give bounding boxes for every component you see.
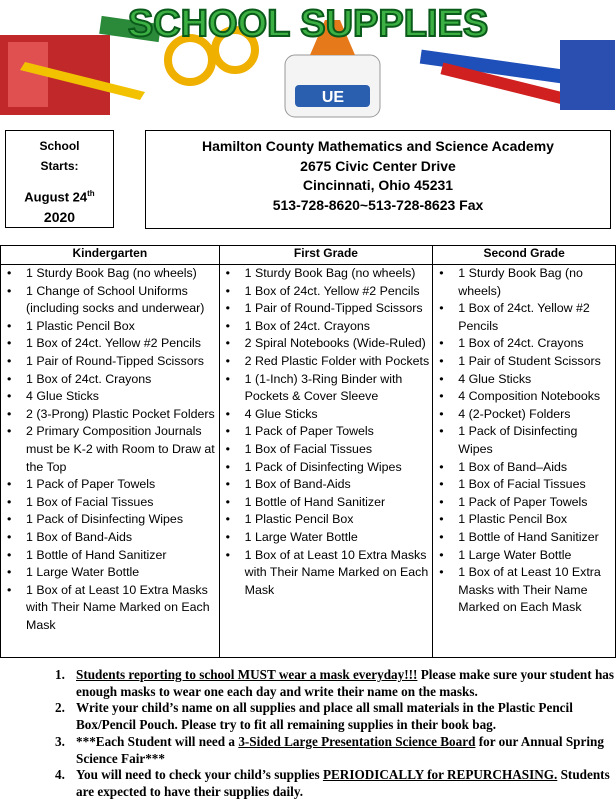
school-start-box	[5, 130, 114, 228]
supply-item: • 1 Box of at Least 10 Extra Masks with Their Name Marked on Each Mask	[226, 547, 430, 600]
supply-item: • 1 Pack of Disinfecting Wipes	[226, 459, 430, 477]
supply-item: • 1 Bottle of Hand Sanitizer	[7, 547, 216, 565]
grade-supply-list	[433, 265, 616, 658]
supply-item: • 1 Plastic Pencil Box	[439, 511, 612, 529]
supply-item: • 2 Red Plastic Folder with Pockets	[226, 353, 430, 371]
note-number: 2.	[55, 700, 65, 716]
note-text: ***Each Student will need a	[76, 733, 239, 749]
note-emphasis: 3-Sided Large Presentation Science Board	[238, 733, 476, 749]
column-header: Second Grade	[433, 246, 616, 265]
note-number: 4.	[55, 767, 65, 783]
supply-item: • 4 (2-Pocket) Folders	[439, 406, 612, 424]
note-text: You will need to check your child’s supplies	[76, 767, 323, 783]
column-header: Kindergarten	[1, 246, 220, 265]
supply-item: • 1 Pack of Disinfecting Wipes	[7, 511, 216, 529]
supply-item: • 4 Glue Sticks	[7, 388, 216, 406]
svg-text:UE: UE	[321, 89, 345, 106]
supply-item: • 2 (3-Prong) Plastic Pocket Folders	[7, 406, 216, 424]
note-item	[55, 700, 615, 733]
supply-item: • 1 Bottle of Hand Sanitizer	[439, 529, 612, 547]
column-header: First Grade	[219, 246, 433, 265]
supply-item: • 1 Box of Band–Aids	[439, 459, 612, 477]
supply-item: • 1 Sturdy Book Bag (no wheels)	[7, 265, 216, 283]
supply-item: • 1 Pair of Student Scissors	[439, 353, 612, 371]
supply-item: • 1 Pair of Round-Tipped Scissors	[226, 300, 430, 318]
note-item	[55, 767, 615, 800]
note-item	[55, 667, 615, 700]
note-text: Write your child’s name on all supplies and place all small materials in the Plastic Pencil Box/Pencil Pouch. Please try to fit all remaining supplies in their book bag.	[76, 700, 573, 733]
supply-item: • 1 Box of 24ct. Crayons	[7, 371, 216, 389]
supply-item: • 1 Box of 24ct. Crayons	[226, 318, 430, 336]
supply-item: • 4 Glue Sticks	[226, 406, 430, 424]
school-name: Hamilton County Mathematics and Science Academy	[202, 138, 554, 154]
supply-item: • 1 Pack of Disinfecting Wipes	[439, 423, 612, 458]
supply-item: • 1 Box of at Least 10 Extra Masks with Their Name Marked on Each Mask	[439, 564, 612, 617]
school-info-box	[145, 130, 611, 229]
supply-item: • 1 Pair of Round-Tipped Scissors	[7, 353, 216, 371]
supply-item: • 1 Large Water Bottle	[226, 529, 430, 547]
note-text: Please make sure your student has enough masks to wear one each day and write their name on the masks.	[76, 667, 615, 699]
supply-item: • 4 Glue Sticks	[439, 371, 612, 389]
note-emphasis: PERIODICALLY for REPURCHASING.	[322, 767, 558, 783]
supply-item: • 1 Pack of Paper Towels	[439, 494, 612, 512]
supply-item: • 4 Composition Notebooks	[439, 388, 612, 406]
start-date: August 24th	[24, 189, 95, 205]
notes-list	[55, 667, 615, 801]
supply-item: • 2 Primary Composition Journals must be K-2 with Room to Draw at the Top	[7, 423, 216, 476]
banner-logo-text: SCHOOL SUPPLIES	[127, 3, 489, 45]
supply-item: • 1 Plastic Pencil Box	[226, 511, 430, 529]
supply-item: • 1 Box of 24ct. Yellow #2 Pencils	[7, 335, 216, 353]
supply-item: • 1 Box of Facial Tissues	[439, 476, 612, 494]
start-label-1: School	[39, 139, 80, 153]
supply-item: • 1 (1-Inch) 3-Ring Binder with Pockets & Cover Sleeve	[226, 371, 430, 406]
supply-item: • 1 Box of Band-Aids	[7, 529, 216, 547]
supplies-table	[0, 245, 616, 658]
supply-item: • 1 Pack of Paper Towels	[226, 423, 430, 441]
supply-item: • 1 Box of at Least 10 Extra Masks with Their Name Marked on Each Mask	[7, 582, 216, 635]
supply-item: • 1 Plastic Pencil Box	[7, 318, 216, 336]
note-text: Students are expected to have their supplies daily.	[76, 767, 610, 799]
grade-supply-list	[219, 265, 433, 658]
supply-item: • 2 Spiral Notebooks (Wide-Ruled)	[226, 335, 430, 353]
supply-item: • 1 Large Water Bottle	[439, 547, 612, 565]
school-supplies-banner	[0, 0, 616, 120]
note-item	[55, 734, 615, 767]
supply-item: • 1 Box of 24ct. Yellow #2 Pencils	[439, 300, 612, 335]
supply-item: • 1 Change of School Uniforms (including socks and underwear)	[7, 283, 216, 318]
supply-item: • 1 Box of Facial Tissues	[7, 494, 216, 512]
supply-item: • 1 Box of 24ct. Yellow #2 Pencils	[226, 283, 430, 301]
supply-item: • 1 Box of 24ct. Crayons	[439, 335, 612, 353]
supply-item: • 1 Box of Band-Aids	[226, 476, 430, 494]
note-text: for our Annual Spring Science Fair***	[76, 733, 604, 766]
note-number: 3.	[55, 733, 65, 749]
start-label-2: Starts:	[40, 159, 79, 173]
supply-item: • 1 Sturdy Book Bag (no wheels)	[226, 265, 430, 283]
start-year: 2020	[43, 209, 76, 226]
supply-item: • 1 Large Water Bottle	[7, 564, 216, 582]
grade-supply-list	[1, 265, 220, 658]
note-emphasis: Students reporting to school MUST wear a mask everyday!!!	[76, 667, 418, 682]
school-address: 2675 Civic Center Drive	[300, 157, 456, 174]
supply-item: • 1 Box of Facial Tissues	[226, 441, 430, 459]
supply-item: • 1 Bottle of Hand Sanitizer	[226, 494, 430, 512]
note-number: 1.	[55, 667, 65, 682]
supply-item: • 1 Sturdy Book Bag (no wheels)	[439, 265, 612, 300]
supply-item: • 1 Pack of Paper Towels	[7, 476, 216, 494]
school-city: Cincinnati, Ohio 45231	[302, 177, 454, 193]
school-phone: 513-728-8620~513-728-8623 Fax	[272, 196, 484, 213]
